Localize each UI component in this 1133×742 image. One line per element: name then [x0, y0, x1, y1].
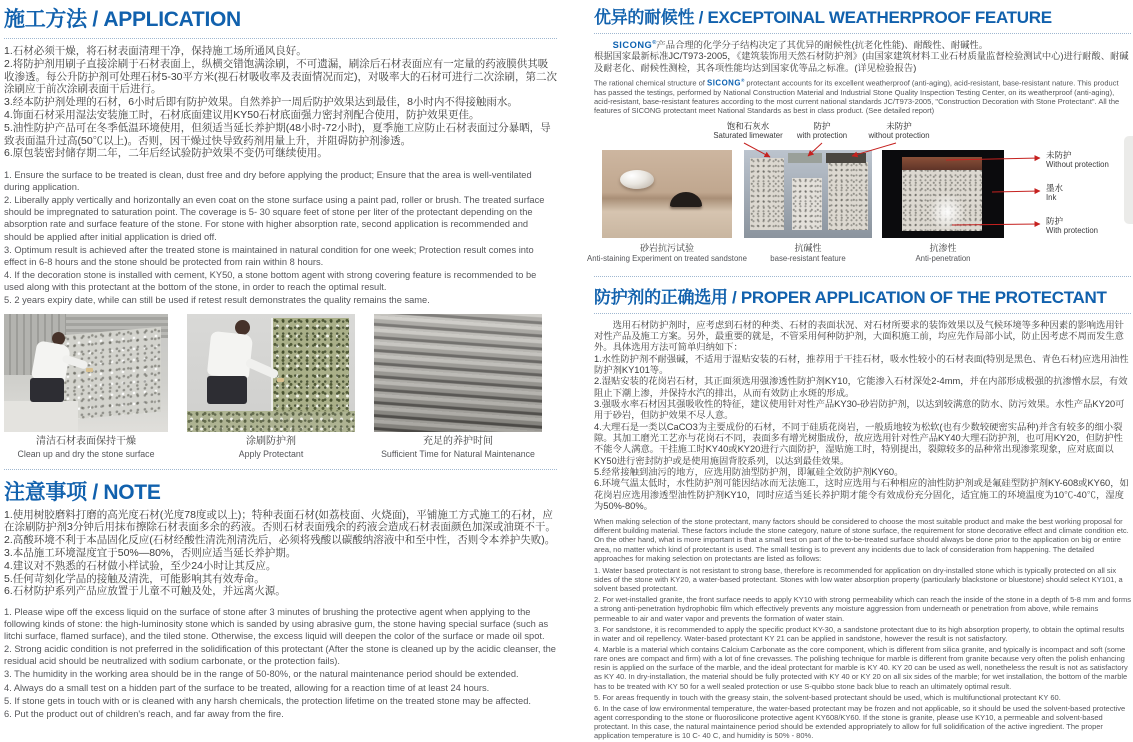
- photo-clean-stone: [4, 314, 168, 459]
- divider: [4, 38, 557, 39]
- list-item: 3.本品施工环境湿度宜于50%—80%，否则应适当延长养护期。: [4, 546, 297, 559]
- list-item: 3.经本防护剂处理的石材，6小时后即有防护效果。自然养护一周后防护效果达到最佳，8小时内不得接触雨水。: [4, 96, 518, 109]
- list-item: 1. Ensure the surface to be treated is clean, dust free and dry before applying the product; Ensure that the area is well-ventilated during application.: [4, 170, 532, 193]
- list-item: 1.使用树胶磨料打磨的高光度石材(光度78度或以上)；特种表面石材(如荔枝面、火烧面)，平铺施工方式施工的石材，应在涂刷防护剂3分钟后用抹布擦除石材表面多余的药液。否则石材表面残余的药液会造成石材表面颜色加深或油斑不干。: [4, 508, 556, 534]
- list-item: 3. For sandstone, it is recommended to apply the specific product KY-30, a sandstone protectant due to its high absorption property, to obtain the optimal results in water and oil repellency. Water-based protectant KY 21 can be applied in sandstone, however the result is not satisfactory.: [594, 624, 1125, 643]
- figure-caption: [882, 243, 1004, 264]
- application-photo-row: [4, 314, 557, 459]
- photo-apply-protectant-image: [187, 314, 355, 432]
- photo-caption-en: Apply Protectant: [238, 448, 304, 459]
- label-zh: 未防护: [886, 120, 912, 131]
- weatherproof-figures: [587, 120, 1131, 270]
- caption-en: base-resistant feature: [770, 253, 846, 263]
- label-zh: 饱和石灰水: [726, 120, 770, 131]
- label-en: With protection: [1046, 226, 1099, 236]
- application-en-list: [4, 169, 557, 306]
- label-with-protection: [797, 121, 847, 141]
- proper-zh-list: [594, 354, 1131, 513]
- list-item: 1. Please wipe off the excess liquid on the surface of stone after 3 minutes of brushing the protective agent when applying to the following kinds of stone: the high-luminosity stone which is sanded by using abrasive gum, the stone having special surface (such as litchi surface, flamed surface), and the tiled stone. Otherwise, the excess liquid will deepen the color of the surface or made oil spot.: [4, 607, 549, 642]
- stone-slab: [63, 326, 161, 420]
- list-item: 4.建议对不熟悉的石材做小样试验，至少24小时让其反应。: [4, 559, 277, 572]
- floor: [4, 401, 78, 432]
- list-item: 4.大理石是一类以CaCO3为主要成份的石材，不同于硅质花岗岩，一般质地较为松软(也有少数较硬密实品种)并含有较多的细小裂隙。其加工磨光工艺亦与花岗石不同，表面多有增光树脂成份，故应选用针对性产品KY40大理石防护剂，也可用KY20，但防护性不能令人满意。干挂施工时KY40或KY20进行六面防护，湿贴施工时，特别提出，裂隙较多的品种常出现渗浆现象，应对底面以KY50进行密封防护或是使用施固背胶系列，以达到最佳效果。: [594, 421, 1123, 466]
- label-en: Without protection: [1046, 160, 1109, 170]
- list-item: 2. Strong acidic condition is not preferred in the solidification of this protectant (After the stone is cleaned up by the acidic cleanser, the residual acid should be neutralized with sodium carbonate, or the protection fails).: [4, 644, 556, 667]
- list-item: 5. For areas frequently in touch with the greasy stain, the solvent-based protectant should be used, which is multifunctional protectant KY 60.: [594, 692, 1061, 702]
- left-column: [4, 3, 557, 721]
- note-en-list: [4, 606, 557, 720]
- proper-en-intro: When making selection of the stone protectant, many factors should be considered to choose the most suitable product and make the best working proposal for different building material. These factors include the stone category, nature of stone surface, the requirement for stone decorative effect and climate condition etc. On the other hand, what is more important is that a small test on part of the to-be-treated surface should always be done prior to the application on big or entire area, no matter which kind of protectant is used. The small testing is to prevent any incidents due to lack of consideration from happening. The detailed approaches for making selection on protectants are listed as follows:: [594, 517, 1129, 563]
- caption-zh: 抗渗性: [929, 242, 957, 253]
- page-edge-tab: [1124, 136, 1133, 224]
- list-item: 3. Optimum result is achieved after the treated stone is maintained in natural condition for one week; Protection result comes into effect in 6-8 hours and the stone should be protected from rain within 8 hours.: [4, 244, 534, 267]
- light-glare: [924, 195, 970, 229]
- list-item: 3.强吸水率石材因其强吸收性的特征，建议使用针对性产品KY30-砂岩防护剂，以达到较满意的防水、防污效果。水性产品KY20可用于砂岩，但防护效果不尽人意。: [594, 398, 1125, 421]
- label-zh: 未防护: [1046, 149, 1072, 160]
- list-item: 5. If stone gets in touch with or is cleaned with any harsh chemicals, the protection lifetime on the treated stone may be affected.: [4, 695, 531, 706]
- label-without-protection-right: [1046, 150, 1109, 170]
- list-item: 3. The humidity in the working area should be in the range of 50-80%, or the natural maintenance period should be extended.: [4, 669, 519, 680]
- divider: [594, 313, 1131, 314]
- caption-zh: 抗碱性: [794, 242, 822, 253]
- list-item: 5.油性防护产品可在冬季低温环境使用，但须适当延长养护期(48小时-72小时)，夏季施工应防止石材表面过分暴晒，导致表面温升过高(50℃以上)。否则，因干燥过快导致药剂用量上升，并阻碍防护剂渗透。: [4, 121, 551, 147]
- proper-en-list: [594, 566, 1131, 741]
- divider: [4, 469, 557, 470]
- application-title: 施工方法 / APPLICATION: [4, 8, 241, 31]
- brand-logo: SICONG: [706, 78, 741, 88]
- weatherproof-zh-text: 产品合理的化学分子结构决定了其优异的耐候性(抗老化性能)、耐酸性、耐碱性。: [656, 40, 988, 51]
- note-title: 注意事项 / NOTE: [4, 480, 161, 504]
- photo-caption-zh: 涂刷防护剂: [246, 436, 296, 448]
- divider: [594, 276, 1131, 277]
- stone-sample: [750, 158, 784, 230]
- label-en: with protection: [796, 130, 848, 140]
- label-saturated-limewater: [713, 121, 782, 141]
- list-item: 6.石材防护系列产品应放置于儿童不可触及处，并远离火源。: [4, 585, 286, 598]
- label-with-protection-right: [1046, 216, 1098, 236]
- list-item: 4.饰面石材采用湿法安装施工时，石材底面建议用KY50石材底面强力密封剂配合使用，防护效果更佳。: [4, 108, 480, 121]
- water-droplet-dark: [670, 192, 702, 207]
- list-item: 4. If the decoration stone is installed with cement, KY50, a stone bottom agent with strong covering feature is recommended to be used along with this protectant at the bottom of the stone, in order to reach the optimal result.: [4, 269, 537, 292]
- stone-sample: [828, 162, 868, 230]
- photo-base-resistant: [744, 150, 872, 238]
- right-column: [587, 3, 1131, 742]
- label-ink: [1046, 183, 1063, 203]
- list-item: 6.环境气温太低时，水性防护剂可能因结冰而无法施工，这时应选用与石种相应的油性防护剂或是氟硅型防护剂KY-608或KY60，如花岗岩应选用渗透型油性防护剂KY10，同时应适当延长养护期才能令有效成份充分固化，适宜施工的环境温度为10℃-40℃，湿度为50%-80%。: [594, 478, 1129, 511]
- label-zh: 防护: [813, 120, 831, 131]
- caption-zh: 砂岩抗污试验: [639, 242, 694, 253]
- list-item: 1.石材必须干燥，将石材表面清理干净，保持施工场所通风良好。: [4, 45, 307, 57]
- stone-sample-unprotected: [826, 153, 866, 163]
- list-item: 5. 2 years expiry date, while can still be used if retest result demonstrates the quality remains the same.: [4, 294, 430, 305]
- label-without-protection: [868, 121, 929, 141]
- water-droplet-clear: [620, 170, 654, 189]
- list-item: 2. For wet-installed granite, the front surface needs to apply KY10 with strong permeability which can reach the inside of the stone in a depth of 5-8 mm and forms a strong anti-penetration hydrophobic film which effectively prevents any moisture aggression from underneath or penetration from above, while remains permeable to air and water vapor and prevents the formation of water stain.: [594, 595, 1131, 623]
- photo-caption-zh: 充足的养护时间: [423, 436, 493, 448]
- photo-apply-protectant: [187, 314, 355, 459]
- weatherproof-title: 优异的耐候性 / EXCEPTOINAL WEATHERPROOF FEATURE: [594, 8, 1052, 27]
- figure-caption: [744, 243, 872, 264]
- label-en: Ink: [1046, 193, 1057, 203]
- stone-sample-protected: [788, 153, 822, 163]
- photo-clean-stone-image: [4, 314, 168, 432]
- weatherproof-en-paragraph: The rational chemical structure of SICONG® protectant accounts for its excellent weatherproof (anti-aging), acid-resistant, base-resistant nature. This product has passed the testings, performed by National Construction Material and Industrial Stone Quality Inspection Testing Center, on its weatherproof (anti-aging), acid-resistant, base-resistant features according to the most current national standards JC/T973-2005, "Construction Decoration with Stone Protectant". All the features of SICONG protectant meet National Standards as best in class product. (See detailed report): [594, 78, 1120, 116]
- proper-application-title: 防护剂的正确选用 / PROPER APPLICATION OF THE PROTECTANT: [594, 287, 1107, 307]
- stone-sample: [792, 178, 822, 230]
- caption-en: Anti-staining Experiment on treated sandstone: [587, 253, 747, 263]
- weatherproof-zh-text2: 根据国家最新标准JC/T973-2005，《建筑装饰用天然石材防护剂》(由国家建筑材料工业石材质量监督检验测试中心)进行耐酸、耐碱及耐老化、耐候性测检，其各项性能均达到国家优等品之标准。(详见检验报告): [594, 51, 1129, 73]
- list-item: 2. Liberally apply vertically and horizontally an even coat on the stone surface using a paint pad, roller or brush. The treated surface should be impregnated to saturation point. The coverage is 5- 30 square feet of stone per liter of the protectant depending on the absorption rate and surface feature of the stone. For stone with higher absorption rate, second application is recommended and should be applied after initial application is dried off.: [4, 195, 545, 242]
- weatherproof-zh-paragraph: [594, 40, 1131, 74]
- photo-caption-en: Clean up and dry the stone surface: [17, 448, 155, 459]
- list-item: 6. In the case of low environmental temperature, the water-based protectant may be frozen and not applicable, so it should be used the solvent-based protective agent corresponding to the stone or fluorosilicone protective agent KY608/KY60. If the stone is granite, please use KY10, a permeable and solvent-based protectant. In this case, the natural maintainence period should be extended appropriately to allow for full solidification of the active ingredient. The proper application temperature is 10 C- 40 C, and humidity is 50% - 80%.: [594, 703, 1126, 741]
- label-zh: 墨水: [1046, 182, 1064, 193]
- divider: [594, 33, 1131, 34]
- list-item: 5.任何苛刻化学品的接触及清洗，可能影响其有效寿命。: [4, 572, 265, 585]
- photo-maintenance-time-image: [374, 314, 542, 432]
- registered-mark: ®: [652, 40, 657, 46]
- application-zh-list: [4, 45, 557, 160]
- list-item: 5.经常接触到油污的地方，应选用防油型防护剂，即氟硅全效防护剂KY60。: [594, 466, 904, 477]
- brand-logo: SICONG: [612, 40, 653, 51]
- list-item: 2.高酸环境不利于本品固化反应(石材经酸性清洗剂清洗后，必须将残酸以碳酸纳溶液中和至中性，否则令本养护失败)。: [4, 534, 556, 547]
- granite-slab: [273, 318, 349, 412]
- figure-caption: [582, 243, 752, 264]
- proper-zh-intro: 选用石材防护剂时，应考虑到石材的种类、石材的表面状况、对石材所要求的装饰效果以及气候环境等多种因素的影响选用针对性产品及施工方案。另外，最重要的就是，不管采用何种防护剂，大面积施工前，均应先作局部小试，防止因考虑不周而发生意外。具体选用方法可简单归纳如下：: [594, 319, 1124, 353]
- photo-caption-zh: 清洁石材表面保持干燥: [36, 436, 136, 448]
- label-en: Saturated limewater: [713, 130, 783, 140]
- list-item: 1. Water based protectant is not resistant to strong base, therefore is recommended for application on dry-installed stone which is typically protected on all six sides of the stone with KY20, a water-based protectant. Stones with low water absorption property (particularly blackstone or bluestone) should select KY101, a solvent based protectant.: [594, 565, 1123, 594]
- list-item: 1.水性防护剂不耐强碱，不适用于湿贴安装的石材，推荐用于干挂石材，吸水性较小的石材表面(特别是黑色、青色石材)应选用油性防护剂KY101等。: [594, 353, 1129, 375]
- photo-caption-en: Sufficient Time for Natural Maintenance: [381, 448, 535, 459]
- granite-slab-flat: [187, 411, 355, 432]
- list-item: 4. Marble is a material which contains Calcium Carbonate as the core component, which is different from silica granite, and typically is incompact and soft (some rare ones are compact and firm) with a lot of fine crevasses. The polishing technique for marble is different from granite because very often the polish enhancing resin is applied on the surface of the marble, and the ideal protectant for marble is KY 40. KY 20 can be used as well, nonetheless the result is not as satisfactory as KY 40. In dry-installation, the material should be fully protected with KY 40 or KY 20 on all six sides of the marble; for wet installation, the bottom of the marble has to be treated with KY 50 for a well sealed protection or use S-quibbo stone back blue to reach an ultimately optimal result.: [594, 645, 1128, 691]
- caption-en: Anti-penetration: [915, 253, 971, 263]
- stone-sample: [902, 157, 982, 231]
- list-item: 4. Always do a small test on a hidden part of the surface to be treated, allowing for a reaction time of at least 24 hours.: [4, 682, 490, 693]
- list-item: 2.将防护剂用刷子直接涂刷于石材表面上，纵横交错饱满涂刷，不可遗漏，刷涂后石材表面应有一定量的药液膜供其吸收渗透。每公升防护剂可处理石材5-30平方米(视石材吸收率及表面情况而定)，对吸率大的石材可进行二次涂刷，第二次涂刷应于前次涂刷表面干后进行。: [4, 57, 558, 96]
- label-zh: 防护: [1046, 215, 1064, 226]
- list-item: 6.原包装密封储存期二年，二年后经试验防护效果不变仍可继续使用。: [4, 147, 328, 160]
- note-zh-list: [4, 509, 557, 599]
- registered-mark: ®: [740, 78, 745, 84]
- list-item: 2.湿贴安装的花岗岩石材，其正面须选用强渗透性防护剂KY10，它能渗入石材深处2-4mm，并在内部形成极强的抗渗憎水层，有效阻止下潮上渗，并保持水汽的排出，从而有效防止水斑的形成。: [594, 376, 1128, 398]
- photo-anti-penetration: [882, 150, 1004, 238]
- ink-stained-strip: [902, 157, 982, 170]
- photo-anti-staining: [602, 150, 732, 238]
- list-item: 6. Put the product out of children's reach, and far away from the fire.: [4, 708, 284, 719]
- label-en: without protection: [868, 130, 930, 140]
- photo-maintenance-time: [374, 314, 542, 459]
